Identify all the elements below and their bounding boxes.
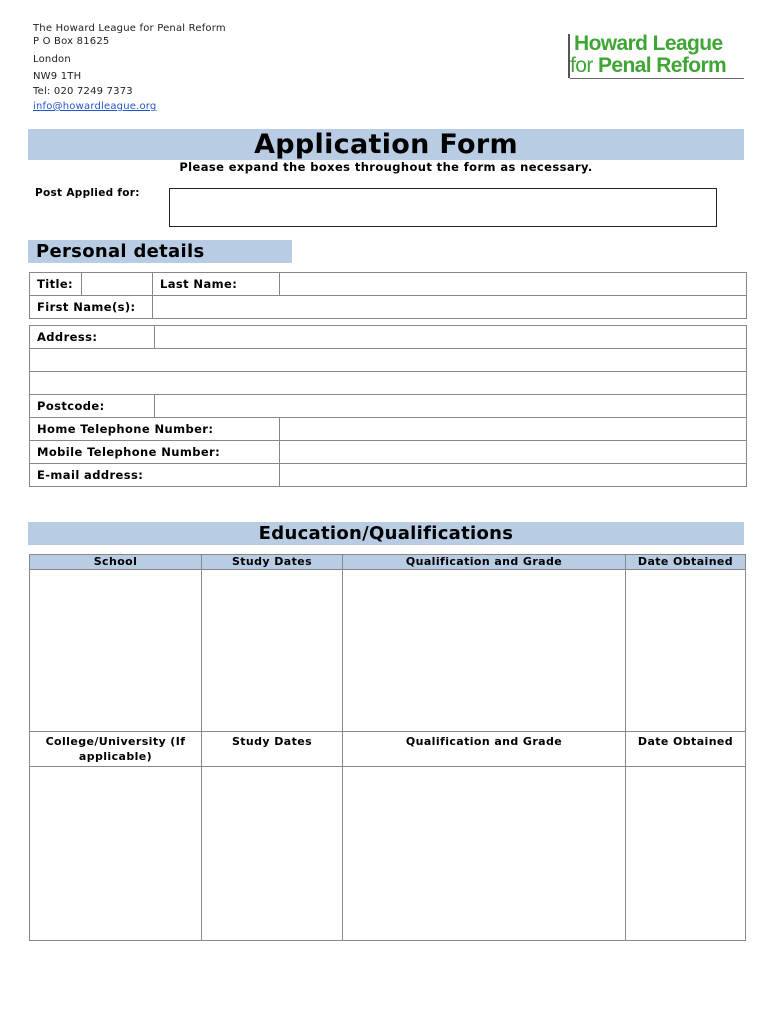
- school-date-obtained-field[interactable]: [626, 570, 746, 732]
- logo-line2-bold: Penal Reform: [597, 54, 727, 77]
- telephone: Tel: 020 7249 7373: [33, 86, 133, 97]
- org-name: The Howard League for Penal Reform: [33, 23, 226, 34]
- address-field-3[interactable]: [30, 372, 747, 395]
- education-heading: Education/Qualifications: [258, 523, 514, 544]
- college-header: College/University (If applicable): [30, 732, 202, 767]
- first-name-label: First Name(s):: [30, 296, 153, 319]
- home-telephone-label: Home Telephone Number:: [30, 418, 280, 441]
- email-field[interactable]: [280, 464, 747, 487]
- page-title: Application Form: [254, 129, 518, 160]
- title-label: Title:: [30, 273, 82, 296]
- college-field[interactable]: [30, 767, 202, 941]
- postcode-text: NW9 1TH: [33, 71, 82, 82]
- howard-league-logo: [568, 32, 744, 80]
- personal-details-banner: [28, 240, 292, 263]
- address-field-2[interactable]: [30, 349, 747, 372]
- college-study-dates-header: Study Dates: [202, 732, 343, 767]
- post-applied-field[interactable]: [169, 188, 717, 227]
- form-subtitle: Please expand the boxes throughout the form as necessary.: [179, 160, 593, 174]
- home-telephone-field[interactable]: [280, 418, 747, 441]
- last-name-label: Last Name:: [153, 273, 280, 296]
- school-study-dates-header: Study Dates: [202, 555, 343, 570]
- college-date-obtained-header: Date Obtained: [626, 732, 746, 767]
- first-name-field[interactable]: [153, 296, 747, 319]
- email-label: E-mail address:: [30, 464, 280, 487]
- school-qualification-field[interactable]: [343, 570, 626, 732]
- school-qualification-header: Qualification and Grade: [343, 555, 626, 570]
- mobile-telephone-label: Mobile Telephone Number:: [30, 441, 280, 464]
- logo-line2: [570, 54, 726, 78]
- postcode-label: Postcode:: [30, 395, 155, 418]
- po-box: P O Box 81625: [33, 36, 110, 47]
- logo-line2-light: for: [570, 54, 598, 77]
- postcode-field[interactable]: [155, 395, 747, 418]
- mobile-telephone-field[interactable]: [280, 441, 747, 464]
- logo-rule: [570, 78, 744, 79]
- school-header: School: [30, 555, 202, 570]
- education-table: [29, 554, 746, 941]
- title-field[interactable]: [82, 273, 153, 296]
- college-qualification-field[interactable]: [343, 767, 626, 941]
- name-table: [29, 272, 747, 319]
- school-field[interactable]: [30, 570, 202, 732]
- address-label: Address:: [30, 326, 155, 349]
- school-study-dates-field[interactable]: [202, 570, 343, 732]
- email-link[interactable]: info@howardleague.org: [33, 101, 157, 112]
- address-table: [29, 325, 747, 487]
- school-date-obtained-header: Date Obtained: [626, 555, 746, 570]
- education-banner: [28, 522, 744, 545]
- logo-line1: Howard League: [574, 32, 723, 55]
- college-study-dates-field[interactable]: [202, 767, 343, 941]
- title-banner: [28, 129, 744, 160]
- personal-details-heading: Personal details: [36, 241, 205, 262]
- last-name-field[interactable]: [280, 273, 747, 296]
- college-date-obtained-field[interactable]: [626, 767, 746, 941]
- address-field-1[interactable]: [155, 326, 747, 349]
- college-qualification-header: Qualification and Grade: [343, 732, 626, 767]
- post-applied-label: Post Applied for:: [35, 187, 140, 199]
- city: London: [33, 54, 71, 65]
